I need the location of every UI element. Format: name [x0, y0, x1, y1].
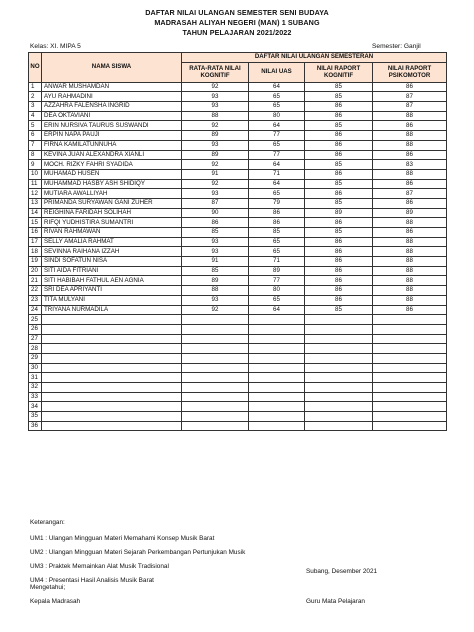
raport-psikomotor-cell: 86	[373, 82, 447, 92]
avg-kognitif-cell: 93	[182, 295, 249, 305]
nilai-uas-cell	[249, 353, 305, 363]
student-name-cell: ERIN NURSIVA TAURUS SUSWANDI	[42, 121, 182, 131]
raport-kognitif-cell: 86	[305, 150, 373, 160]
raport-kognitif-cell: 86	[305, 111, 373, 121]
table-row	[29, 160, 447, 170]
student-name-cell: MUHAMMAD HASBY ASH SHIDIQY	[42, 179, 182, 189]
raport-psikomotor-cell	[373, 412, 447, 422]
raport-kognitif-cell: 85	[305, 92, 373, 102]
avg-kognitif-cell: 89	[182, 276, 249, 286]
raport-psikomotor-cell	[373, 392, 447, 402]
table-row	[29, 92, 447, 102]
student-name-cell	[42, 412, 182, 422]
nilai-uas-cell: 71	[249, 169, 305, 179]
raport-kognitif-cell	[305, 373, 373, 383]
avg-kognitif-cell: 89	[182, 131, 249, 141]
raport-psikomotor-cell: 87	[373, 92, 447, 102]
raport-psikomotor-cell: 88	[373, 111, 447, 121]
table-row	[29, 228, 447, 238]
raport-kognitif-cell: 89	[305, 208, 373, 218]
principal-label: Kepala Madrasah	[30, 598, 81, 605]
avg-kognitif-cell: 86	[182, 218, 249, 228]
report-title: DAFTAR NILAI ULANGAN SEMESTER SENI BUDAYA	[145, 8, 329, 17]
student-name-cell	[42, 402, 182, 412]
legend-item: UM2 : Ulangan Mingguan Materi Sejarah Perkembangan Pertunjukan Musik	[30, 549, 246, 556]
avg-kognitif-cell: 92	[182, 179, 249, 189]
raport-psikomotor-cell: 83	[373, 160, 447, 170]
row-number-cell: 32	[29, 383, 42, 393]
raport-psikomotor-cell: 86	[373, 179, 447, 189]
avg-kognitif-cell: 92	[182, 305, 249, 315]
class-label: Kelas: XI. MIPA 5	[30, 43, 81, 50]
raport-psikomotor-cell: 89	[373, 208, 447, 218]
raport-psikomotor-cell: 88	[373, 286, 447, 296]
raport-kognitif-cell: 85	[305, 121, 373, 131]
raport-kognitif-cell: 86	[305, 276, 373, 286]
row-number-cell: 36	[29, 421, 42, 431]
raport-kognitif-cell: 85	[305, 82, 373, 92]
student-name-cell	[42, 334, 182, 344]
table-row	[29, 266, 447, 276]
raport-psikomotor-cell	[373, 315, 447, 325]
raport-kognitif-cell	[305, 334, 373, 344]
table-row	[29, 189, 447, 199]
student-name-cell: SELLY AMALIA RAHMAT	[42, 237, 182, 247]
table-row	[29, 402, 447, 412]
raport-kognitif-cell	[305, 383, 373, 393]
table-row	[29, 237, 447, 247]
avg-kognitif-cell: 91	[182, 257, 249, 267]
nilai-uas-cell	[249, 402, 305, 412]
row-number-cell: 27	[29, 334, 42, 344]
avg-kognitif-cell	[182, 373, 249, 383]
row-number-cell: 12	[29, 189, 42, 199]
table-row	[29, 111, 447, 121]
table-row	[29, 421, 447, 431]
row-number-cell: 10	[29, 169, 42, 179]
row-number-cell: 3	[29, 102, 42, 112]
nilai-uas-cell	[249, 315, 305, 325]
avg-kognitif-cell	[182, 421, 249, 431]
row-number-cell: 21	[29, 276, 42, 286]
row-number-cell: 4	[29, 111, 42, 121]
raport-psikomotor-cell: 87	[373, 189, 447, 199]
raport-psikomotor-cell	[373, 334, 447, 344]
student-name-cell: TITA MULYANI	[42, 295, 182, 305]
student-name-cell: MOCH. RIZKY FAHRI SYADIDA	[42, 160, 182, 170]
row-number-cell: 28	[29, 344, 42, 354]
avg-kognitif-cell: 85	[182, 266, 249, 276]
avg-kognitif-cell	[182, 392, 249, 402]
table-row	[29, 344, 447, 354]
nilai-uas-cell: 86	[249, 208, 305, 218]
raport-kognitif-cell	[305, 363, 373, 373]
nilai-uas-cell	[249, 392, 305, 402]
avg-kognitif-cell: 93	[182, 140, 249, 150]
row-number-cell: 26	[29, 324, 42, 334]
row-number-cell: 17	[29, 237, 42, 247]
student-name-cell: SRI DEA APRIYANTI	[42, 286, 182, 296]
avg-kognitif-cell: 93	[182, 247, 249, 257]
legend-item: UM1 : Ulangan Mingguan Materi Memahami Konsep Musik Barat	[30, 535, 215, 542]
table-row	[29, 102, 447, 112]
raport-kognitif-cell: 85	[305, 160, 373, 170]
avg-kognitif-cell: 90	[182, 208, 249, 218]
school-name: MADRASAH ALIYAH NEGERI (MAN) 1 SUBANG	[154, 18, 320, 27]
nilai-uas-cell	[249, 383, 305, 393]
student-name-cell: TRIYANA NURMADILA	[42, 305, 182, 315]
nilai-uas-cell: 71	[249, 257, 305, 267]
row-number-cell: 35	[29, 412, 42, 422]
row-number-cell: 1	[29, 82, 42, 92]
raport-kognitif-cell	[305, 353, 373, 363]
row-number-cell: 30	[29, 363, 42, 373]
student-name-cell: SITI AIDA FITRIANI	[42, 266, 182, 276]
row-number-cell: 24	[29, 305, 42, 315]
raport-kognitif-cell: 86	[305, 247, 373, 257]
raport-psikomotor-cell: 88	[373, 276, 447, 286]
table-row	[29, 295, 447, 305]
raport-psikomotor-cell: 86	[373, 198, 447, 208]
student-name-cell: SINDI SOFATUN NISA	[42, 257, 182, 267]
table-row	[29, 218, 447, 228]
nilai-uas-cell: 65	[249, 295, 305, 305]
student-name-cell: RIFQI YUDHISTIRA SUMANTRI	[42, 218, 182, 228]
raport-psikomotor-cell: 88	[373, 131, 447, 141]
raport-kognitif-cell: 86	[305, 286, 373, 296]
student-name-cell	[42, 353, 182, 363]
student-name-cell	[42, 315, 182, 325]
table-row	[29, 198, 447, 208]
nilai-uas-cell: 65	[249, 237, 305, 247]
nilai-uas-cell: 64	[249, 305, 305, 315]
student-name-cell: ERPIN NAPA PAUJI	[42, 131, 182, 141]
student-name-cell: AYU RAHMADINI	[42, 92, 182, 102]
header-raport-psikomotor: NILAI RAPORT PSIKOMOTOR	[373, 62, 447, 82]
avg-kognitif-cell	[182, 412, 249, 422]
avg-kognitif-cell	[182, 315, 249, 325]
avg-kognitif-cell: 93	[182, 189, 249, 199]
avg-kognitif-cell: 93	[182, 237, 249, 247]
legend-item: UM4 : Presentasi Hasil Analisis Musik Barat	[30, 577, 154, 584]
table-row	[29, 179, 447, 189]
header-uas: NILAI UAS	[249, 62, 305, 82]
nilai-uas-cell: 77	[249, 131, 305, 141]
academic-year: TAHUN PELAJARAN 2021/2022	[182, 28, 292, 37]
avg-kognitif-cell	[182, 402, 249, 412]
student-name-cell	[42, 421, 182, 431]
nilai-uas-cell: 64	[249, 179, 305, 189]
raport-kognitif-cell: 85	[305, 305, 373, 315]
student-name-cell: KEVINA JUAN ALEXANDRA XIANLI	[42, 150, 182, 160]
avg-kognitif-cell: 92	[182, 160, 249, 170]
nilai-uas-cell	[249, 363, 305, 373]
raport-kognitif-cell	[305, 421, 373, 431]
raport-psikomotor-cell	[373, 353, 447, 363]
raport-psikomotor-cell	[373, 373, 447, 383]
table-row	[29, 150, 447, 160]
row-number-cell: 22	[29, 286, 42, 296]
table-row	[29, 383, 447, 393]
raport-psikomotor-cell: 86	[373, 228, 447, 238]
avg-kognitif-cell: 93	[182, 92, 249, 102]
table-row	[29, 247, 447, 257]
nilai-uas-cell: 89	[249, 266, 305, 276]
student-name-cell	[42, 392, 182, 402]
student-name-cell	[42, 383, 182, 393]
raport-kognitif-cell: 86	[305, 237, 373, 247]
avg-kognitif-cell	[182, 334, 249, 344]
raport-kognitif-cell: 85	[305, 198, 373, 208]
row-number-cell: 20	[29, 266, 42, 276]
avg-kognitif-cell	[182, 344, 249, 354]
header-avg: RATA-RATA NILAI KOGNITIF	[182, 62, 249, 82]
raport-psikomotor-cell: 88	[373, 140, 447, 150]
student-name-cell: PRIMANDA SURYAWAN GANI ZUHER	[42, 198, 182, 208]
raport-kognitif-cell	[305, 392, 373, 402]
student-name-cell: ANWAR MUSHAMDAN	[42, 82, 182, 92]
place-date: Subang, Desember 2021	[306, 568, 378, 575]
teacher-label: Guru Mata Pelajaran	[306, 598, 365, 605]
nilai-uas-cell	[249, 334, 305, 344]
table-row	[29, 140, 447, 150]
student-name-cell: MUHAMAD HUSEN	[42, 169, 182, 179]
avg-kognitif-cell	[182, 383, 249, 393]
row-number-cell: 18	[29, 247, 42, 257]
table-row	[29, 353, 447, 363]
semester-label: Semester: Ganjil	[372, 43, 421, 50]
student-name-cell	[42, 363, 182, 373]
nilai-uas-cell: 65	[249, 92, 305, 102]
raport-kognitif-cell: 86	[305, 131, 373, 141]
nilai-uas-cell: 65	[249, 247, 305, 257]
row-number-cell: 14	[29, 208, 42, 218]
row-number-cell: 31	[29, 373, 42, 383]
table-row	[29, 373, 447, 383]
raport-psikomotor-cell: 88	[373, 266, 447, 276]
student-name-cell: AZZAHRA FALENSHA INGRID	[42, 102, 182, 112]
nilai-uas-cell: 86	[249, 218, 305, 228]
nilai-uas-cell: 77	[249, 276, 305, 286]
avg-kognitif-cell: 89	[182, 150, 249, 160]
student-name-cell: FIRNA KAMILATUNNUHA	[42, 140, 182, 150]
table-row	[29, 276, 447, 286]
student-name-cell: DEA OKTAVIANI	[42, 111, 182, 121]
raport-kognitif-cell: 85	[305, 228, 373, 238]
legend-item: UM3 : Praktek Memainkan Alat Musik Tradisional	[30, 563, 169, 570]
raport-psikomotor-cell: 86	[373, 305, 447, 315]
nilai-uas-cell	[249, 324, 305, 334]
acknowledge-label: Mengetahui;	[30, 584, 66, 591]
student-name-cell	[42, 373, 182, 383]
nilai-uas-cell	[249, 412, 305, 422]
avg-kognitif-cell: 92	[182, 82, 249, 92]
table-row	[29, 412, 447, 422]
raport-kognitif-cell: 86	[305, 295, 373, 305]
nilai-uas-cell: 77	[249, 150, 305, 160]
table-row	[29, 121, 447, 131]
header-no: NO	[29, 53, 42, 83]
raport-psikomotor-cell: 86	[373, 121, 447, 131]
avg-kognitif-cell	[182, 363, 249, 373]
header-group: DAFTAR NILAI ULANGAN SEMESTERAN	[182, 53, 447, 63]
table-row	[29, 305, 447, 315]
raport-kognitif-cell: 86	[305, 257, 373, 267]
raport-psikomotor-cell: 88	[373, 169, 447, 179]
raport-psikomotor-cell	[373, 383, 447, 393]
raport-kognitif-cell: 86	[305, 102, 373, 112]
raport-kognitif-cell: 86	[305, 189, 373, 199]
row-number-cell: 13	[29, 198, 42, 208]
nilai-uas-cell	[249, 421, 305, 431]
table-row	[29, 392, 447, 402]
row-number-cell: 2	[29, 92, 42, 102]
avg-kognitif-cell: 85	[182, 228, 249, 238]
nilai-uas-cell: 65	[249, 102, 305, 112]
nilai-uas-cell: 64	[249, 160, 305, 170]
table-row	[29, 286, 447, 296]
table-row	[29, 324, 447, 334]
raport-psikomotor-cell: 88	[373, 257, 447, 267]
nilai-uas-cell: 80	[249, 111, 305, 121]
raport-psikomotor-cell	[373, 324, 447, 334]
raport-kognitif-cell	[305, 412, 373, 422]
nilai-uas-cell: 79	[249, 198, 305, 208]
avg-kognitif-cell: 88	[182, 111, 249, 121]
row-number-cell: 23	[29, 295, 42, 305]
row-number-cell: 7	[29, 140, 42, 150]
raport-kognitif-cell	[305, 324, 373, 334]
raport-psikomotor-cell: 87	[373, 102, 447, 112]
raport-kognitif-cell	[305, 315, 373, 325]
header-name: NAMA SISWA	[42, 53, 182, 83]
student-name-cell: SITI HABIBAH FATHUL AEN AGNIA	[42, 276, 182, 286]
student-name-cell	[42, 324, 182, 334]
grades-body	[29, 82, 447, 431]
raport-psikomotor-cell: 88	[373, 218, 447, 228]
student-name-cell: MUTIARA AWALLIYAH	[42, 189, 182, 199]
row-number-cell: 19	[29, 257, 42, 267]
nilai-uas-cell: 64	[249, 82, 305, 92]
raport-psikomotor-cell	[373, 363, 447, 373]
avg-kognitif-cell: 91	[182, 169, 249, 179]
table-row	[29, 208, 447, 218]
row-number-cell: 34	[29, 402, 42, 412]
table-row	[29, 131, 447, 141]
grades-table	[28, 52, 447, 431]
raport-kognitif-cell: 85	[305, 179, 373, 189]
student-name-cell: REIGHINA FARIDAH SOLIHAH	[42, 208, 182, 218]
legend-heading: Keterangan:	[30, 519, 65, 526]
row-number-cell: 8	[29, 150, 42, 160]
nilai-uas-cell: 65	[249, 189, 305, 199]
raport-kognitif-cell: 86	[305, 169, 373, 179]
raport-kognitif-cell	[305, 402, 373, 412]
student-name-cell	[42, 344, 182, 354]
raport-kognitif-cell: 86	[305, 266, 373, 276]
row-number-cell: 11	[29, 179, 42, 189]
student-name-cell: SEVINNA RAIHANA IZZAH	[42, 247, 182, 257]
row-number-cell: 16	[29, 228, 42, 238]
avg-kognitif-cell: 92	[182, 121, 249, 131]
nilai-uas-cell	[249, 344, 305, 354]
row-number-cell: 6	[29, 131, 42, 141]
table-row	[29, 169, 447, 179]
raport-psikomotor-cell: 88	[373, 295, 447, 305]
raport-psikomotor-cell	[373, 344, 447, 354]
nilai-uas-cell: 80	[249, 286, 305, 296]
avg-kognitif-cell: 87	[182, 198, 249, 208]
nilai-uas-cell: 85	[249, 228, 305, 238]
nilai-uas-cell	[249, 373, 305, 383]
avg-kognitif-cell	[182, 324, 249, 334]
row-number-cell: 29	[29, 353, 42, 363]
raport-psikomotor-cell: 88	[373, 237, 447, 247]
nilai-uas-cell: 65	[249, 140, 305, 150]
row-number-cell: 15	[29, 218, 42, 228]
header-raport-kognitif: NILAI RAPORT KOGNITIF	[305, 62, 373, 82]
nilai-uas-cell: 64	[249, 121, 305, 131]
row-number-cell: 9	[29, 160, 42, 170]
avg-kognitif-cell: 88	[182, 286, 249, 296]
raport-psikomotor-cell: 86	[373, 150, 447, 160]
student-name-cell: RIVAN RAHMAWAN	[42, 228, 182, 238]
table-row	[29, 257, 447, 267]
row-number-cell: 25	[29, 315, 42, 325]
avg-kognitif-cell: 93	[182, 102, 249, 112]
raport-psikomotor-cell: 88	[373, 247, 447, 257]
table-row	[29, 363, 447, 373]
raport-psikomotor-cell	[373, 421, 447, 431]
row-number-cell: 5	[29, 121, 42, 131]
table-row	[29, 82, 447, 92]
raport-kognitif-cell	[305, 344, 373, 354]
table-row	[29, 334, 447, 344]
table-row	[29, 315, 447, 325]
row-number-cell: 33	[29, 392, 42, 402]
raport-kognitif-cell: 86	[305, 140, 373, 150]
raport-kognitif-cell: 86	[305, 218, 373, 228]
avg-kognitif-cell	[182, 353, 249, 363]
raport-psikomotor-cell	[373, 402, 447, 412]
